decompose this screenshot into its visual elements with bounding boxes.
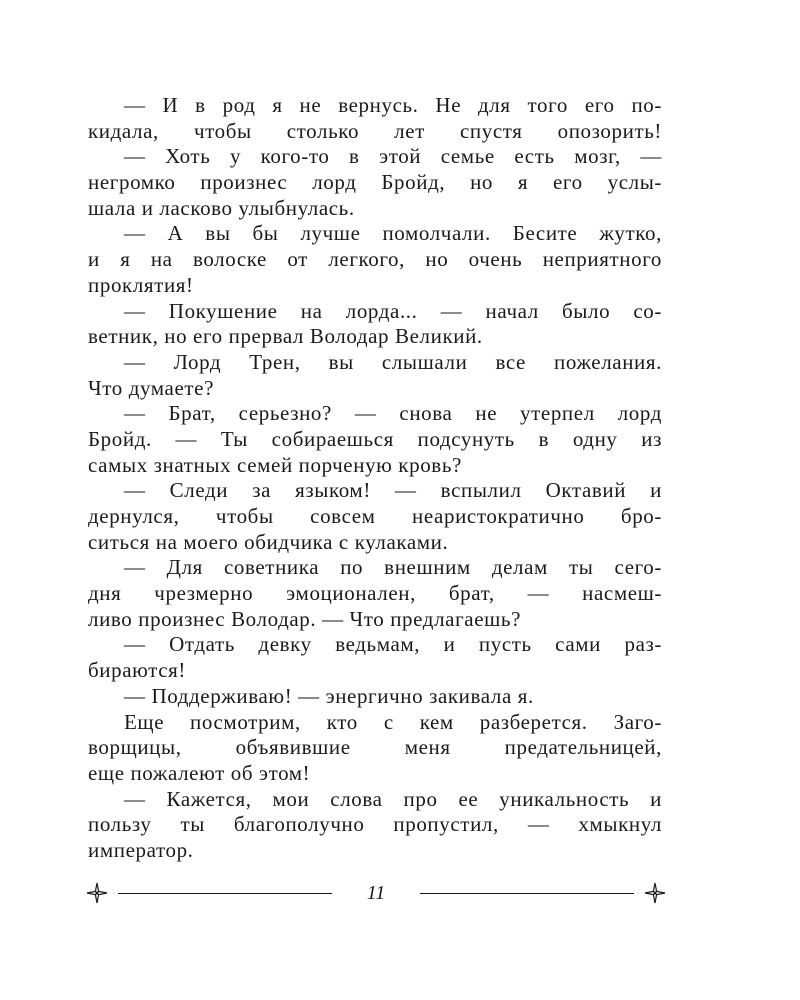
- text-line: бираются!: [88, 658, 186, 683]
- text-line: пользу ты благополучно пропустил, — хмыкнул: [88, 812, 662, 837]
- text-line: — А вы бы лучше помолчали. Бесите жутко,: [124, 221, 662, 246]
- text-line: проклятия!: [88, 272, 194, 297]
- text-line: — Кажется, мои слова про ее уникальность и: [124, 786, 662, 811]
- page-number: 11: [366, 882, 386, 904]
- text-line: Еще посмотрим, кто с кем разберется. Заго-: [124, 709, 662, 734]
- text-line: негромко произнес лорд Бройд, но я его услы-: [88, 170, 662, 195]
- text-line: ветник, но его прервал Володар Великий.: [88, 324, 483, 349]
- text-line: Бройд. — Ты собираешься подсунуть в одну из: [88, 426, 662, 451]
- text-line: — Отдать девку ведьмам, и пусть сами раз-: [124, 632, 662, 657]
- text-line: дернулся, чтобы совсем неаристократично бро-: [88, 504, 662, 528]
- text-line: ситься на моего обидчика с кулаками.: [88, 529, 449, 554]
- text-line: — Для советника по внешним делам ты сего-: [124, 555, 662, 580]
- four-point-star-ornament-icon: [644, 882, 666, 904]
- text-line: ливо произнес Володар. — Что предлагаешь?: [88, 606, 522, 631]
- text-line: Что думаете?: [88, 375, 215, 400]
- text-line: ворщицы, объявившие меня предательницей,: [88, 735, 662, 760]
- text-line: император.: [88, 837, 194, 862]
- text-line: — Хоть у кого-то в этой семье есть мозг, —: [124, 144, 662, 169]
- text-line: еще пожалеют об этом!: [88, 760, 311, 785]
- text-line: шала и ласково улыбнулась.: [88, 195, 355, 220]
- text-line: — Покушение на лорда... — начал было со-: [124, 298, 662, 323]
- text-line: — Брат, серьезно? — снова не утерпел лорд: [124, 401, 662, 426]
- footer-rule-right: [420, 893, 634, 894]
- text-line: — Поддерживаю! — энергично закивала я.: [124, 683, 534, 708]
- text-line: кидала, чтобы столько лет спустя опозорить!: [88, 118, 662, 143]
- body-text: [88, 93, 662, 864]
- text-line: и я на волоске от легкого, но очень неприятного: [88, 247, 662, 272]
- page-footer: [86, 878, 666, 908]
- text-line: — Следи за языком! — вспылил Октавий и: [124, 478, 662, 503]
- text-line: дня чрезмерно эмоционален, брат, — насмеш-: [88, 581, 662, 606]
- text-line: — Лорд Трен, вы слышали все пожелания.: [124, 349, 662, 374]
- text-line: самых знатных семей порченую кровь?: [88, 452, 462, 477]
- text-line: — И в род я не вернусь. Не для того его по-: [124, 93, 662, 117]
